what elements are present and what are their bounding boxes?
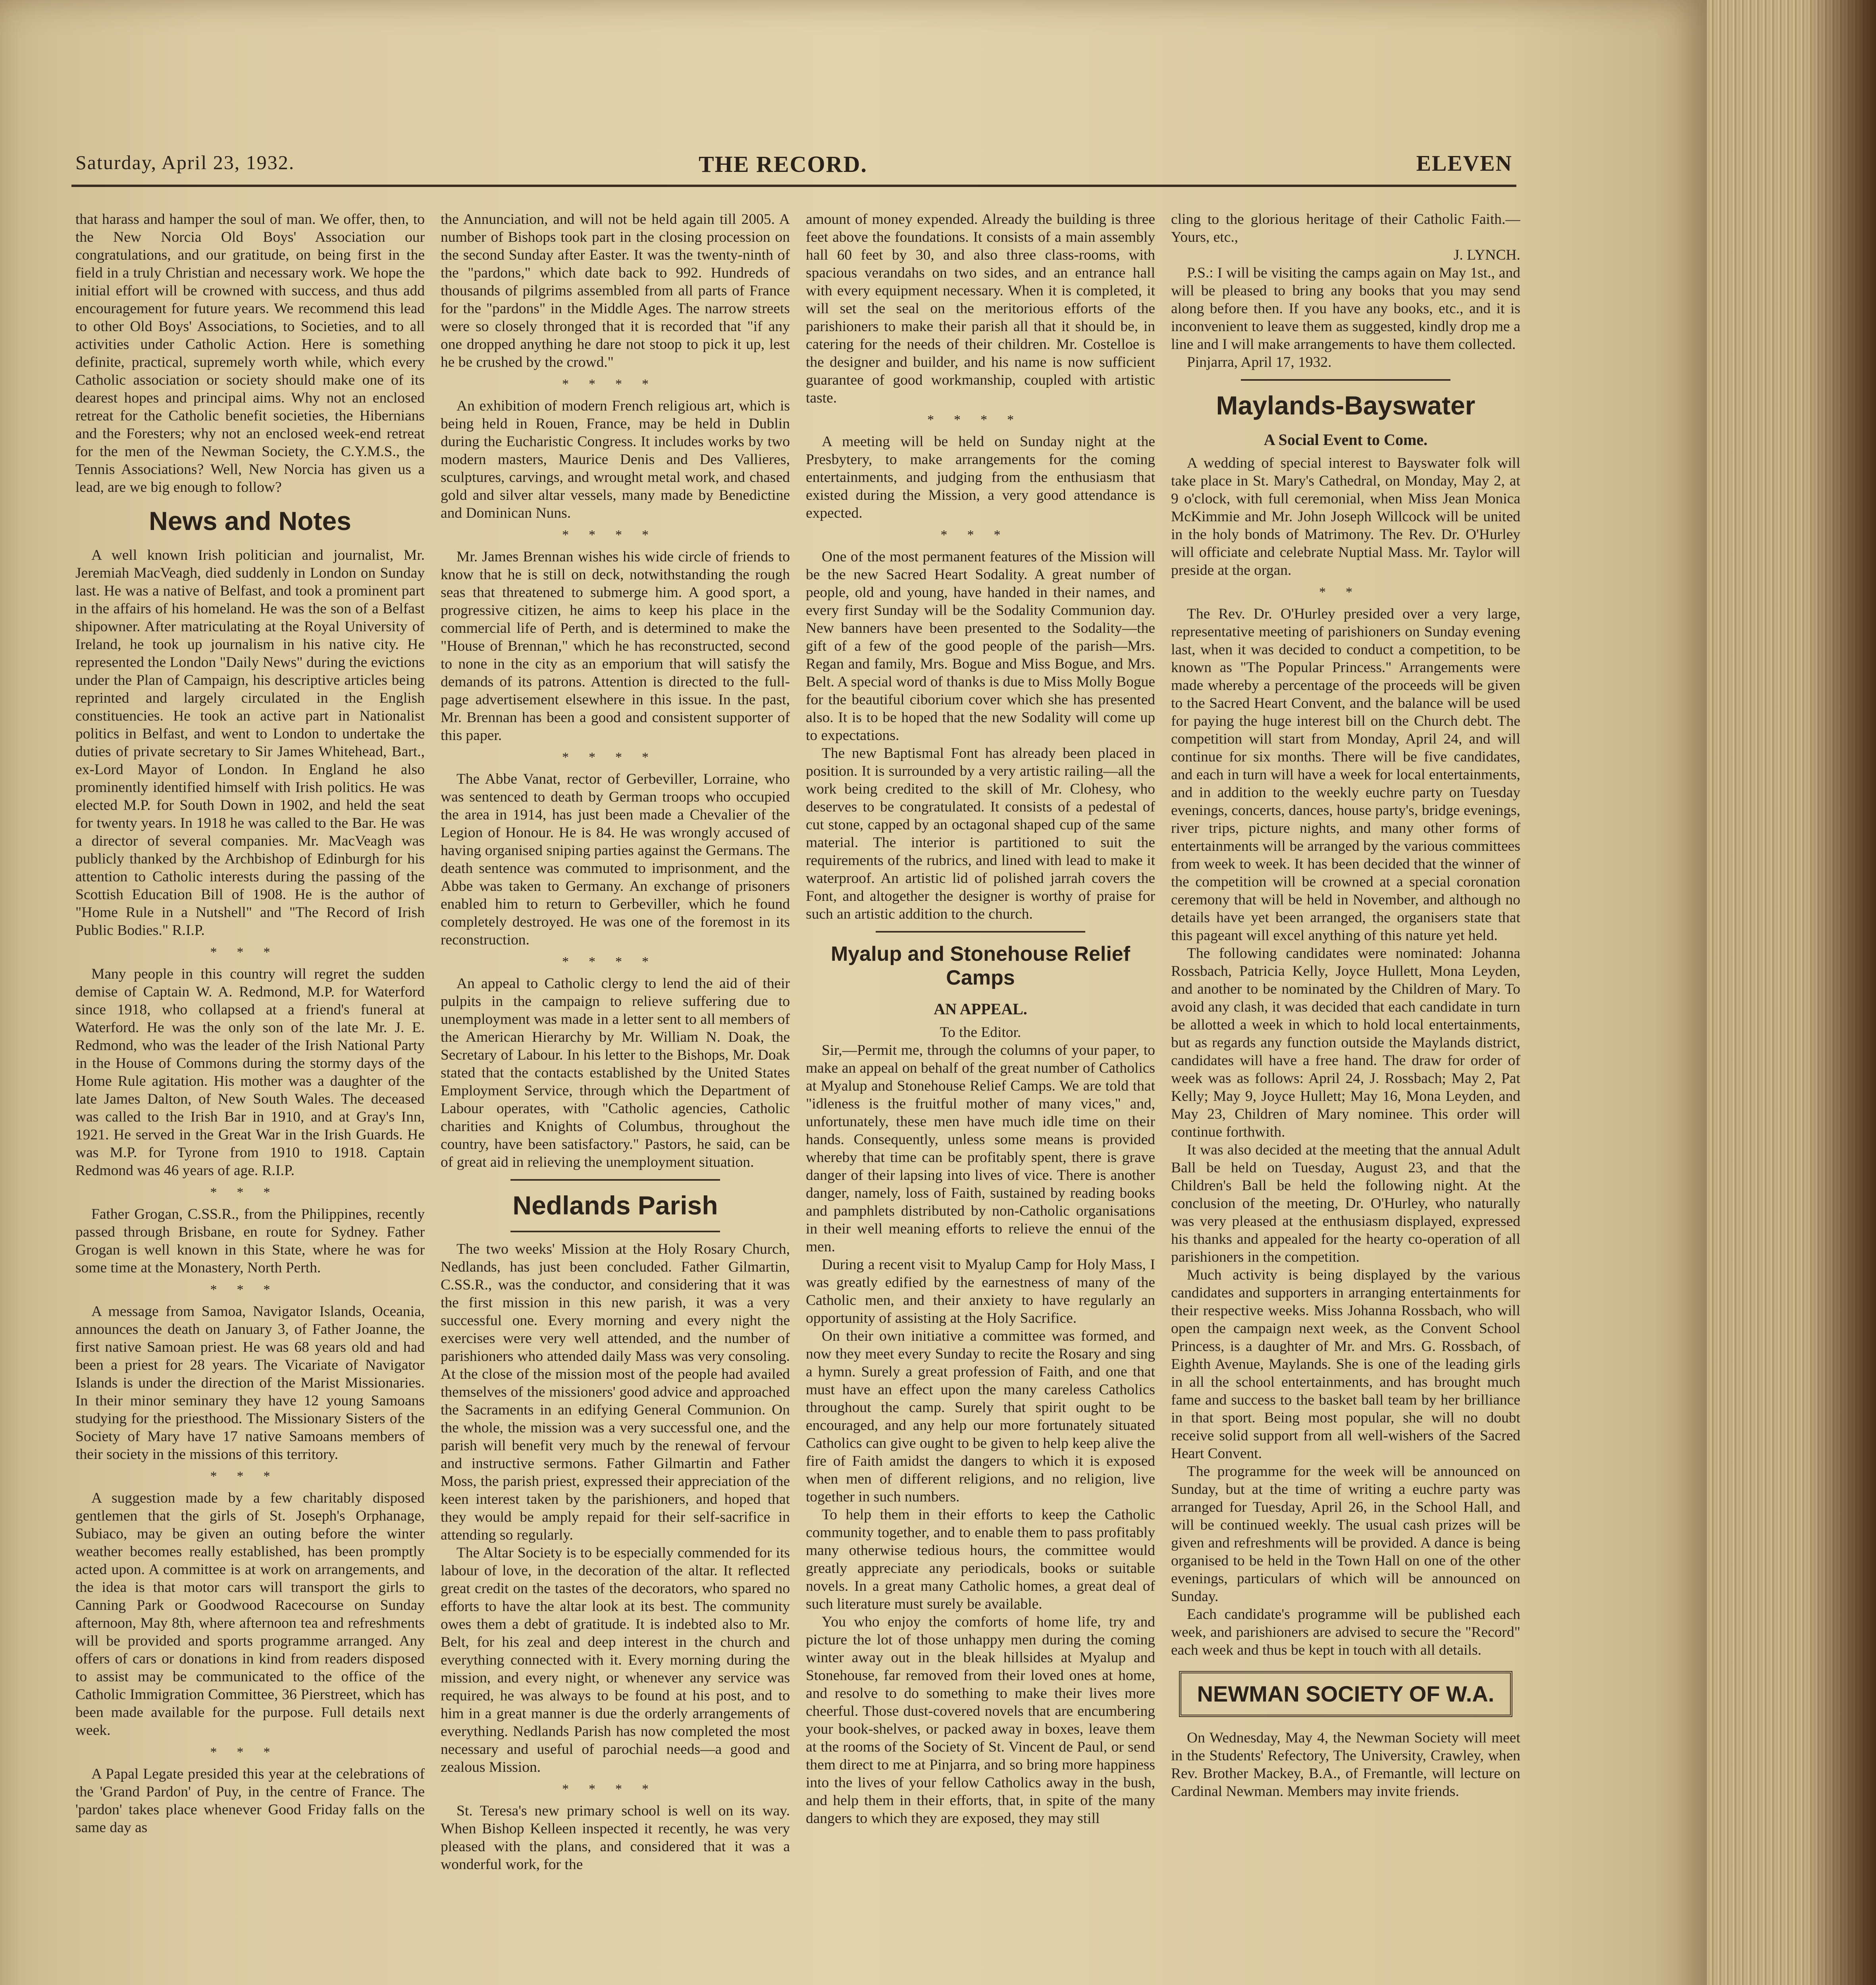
boxed-headline-newman-society: NEWMAN SOCIETY OF W.A. [1179, 1671, 1512, 1717]
separator: *** [210, 1282, 290, 1297]
paragraph: Father Grogan, C.SS.R., from the Philippines, recently passed through Brisbane, en route for Sydney. Father Grogan is well known in this State, where he was for some time at the Monastery, North Perth. [75, 1206, 425, 1276]
paragraph: An appeal to Catholic clergy to lend the aid of their pulpits in the campaign to relieve suffering due to unemployment was made in a letter sent to all members of the American Hierarchy by Mr. William N. Doak, the Secretary of Labour. In his letter to the Bishops, Mr. Doak stated that the contacts established by the United States Employment Service, through which the Department of Labour operates, with "Catholic agencies, Catholic charities and Knights of Columbus, throughout the country, have been satisfactory." Pastors, he said, can be of great aid in relieving the unemployment situation. [441, 975, 790, 1170]
paragraph: the Annunciation, and will not be held again till 2005. A number of Bishops took part in the closing procession on the second Sunday after Easter. It was the twenty-ninth of the "pardons," which date back to 992. Hundreds of thousands of pilgrims assembled from all parts of France for the "pardons" in the Middle Ages. The narrow streets were so closely thronged that it is recorded that "if any one dropped anything he dare not stoop to pick it up, lest he be crushed by the crowd." [441, 211, 790, 370]
column-2 [441, 210, 790, 1985]
paragraph: cling to the glorious heritage of their Catholic Faith.—Yours, etc., [1171, 211, 1520, 245]
header-rule [71, 185, 1516, 187]
separator: **** [562, 528, 668, 542]
paragraph: A message from Samoa, Navigator Islands, Oceania, announces the death on January 3, of Father Joanne, the first native Samoan priest. He was 68 years old and had been a priest for 28 years. The Vicariate of Navigator Islands is under the direction of the Marist Missionaries. In their minor seminary they have 12 young Samoans studying for the priesthood. The Missionary Sisters of the Society of Mary have 17 native Samoans members of their society in the missions of this territory. [75, 1303, 425, 1463]
paragraph: A wedding of special interest to Bayswater folk will take place in St. Mary's Cathedral, on Monday, May 2, at 9 o'clock, with full ceremonial, when Miss Jean Monica McKimmie and Mr. John Joseph Willcock will be united in the holy bonds of Matrimony. The Rev. Dr. O'Hurley will officiate and celebrate Nuptial Mass. Mr. Taylor will preside at the organ. [1171, 455, 1520, 578]
page-number: ELEVEN [1416, 151, 1512, 176]
paragraph: The Altar Society is to be especially commended for its labour of love, in the decoration of the altar. It reflected great credit on the tastes of the decorators, who spared no efforts to have the altar look at its best. The community owes them a debt of gratitude. It is indebted also to Mr. Belt, for his zeal and deep interest in the church and everything connected with it. Every morning during the mission, and every night, or whenever any service was required, he was always to be found at his post, and to him in a great manner is due the orderly arrangements of everything. Nedlands Parish has now completed the most necessary and useful of parochial needs—a good and zealous Mission. [441, 1544, 790, 1775]
paragraph: A suggestion made by a few charitably disposed gentlemen that the girls of St. Joseph's Orphanage, Subiaco, may be given an outing before the winter weather becomes really established, has been promptly acted upon. A committee is at work on arrangements, and the idea is that motor cars will transport the girls to Canning Park or Goodwood Racecourse on Sunday afternoon, May 8th, where afternoon tea and refreshments will be provided and sports programme arranged. Any offers of cars or donations in kind from readers disposed to assist may be communicated to the office of the Catholic Immigration Committee, 36 Pierstreet, which has been made available for the purpose. Full details next week. [75, 1490, 425, 1738]
headline-nedlands-parish: Nedlands Parish [512, 1191, 718, 1220]
headline-news-and-notes: News and Notes [149, 506, 351, 536]
paragraph: To help them in their efforts to keep the Catholic community together, and to enable them to pass profitably many otherwise tedious hours, the committee would greatly appreciate any periodicals, books or suitable novels. In a great many Catholic homes, a great deal of such literature must surely be available. [806, 1506, 1155, 1612]
headline-rule [1241, 379, 1450, 381]
book-page-edges [1707, 0, 1876, 1985]
headline-maylands-bayswater: Maylands-Bayswater [1216, 391, 1475, 420]
page-header [75, 151, 1512, 183]
issue-date: Saturday, April 23, 1932. [75, 151, 295, 173]
masthead-title: THE RECORD. [699, 151, 867, 177]
paragraph: A well known Irish politician and journalist, Mr. Jeremiah MacVeagh, died suddenly in London on Sunday last. He was a native of Belfast, and took a prominent part in the affairs of his homeland. He was the son of a Belfast shipowner. After matriculating at the Royal University of Ireland, he took up journalism in his native city. He represented the London "Daily News" during the evictions under the Plan of Campaign, his descriptive articles being reprinted and largely circulated in the English constituencies. He took an active part in Nationalist politics in Belfast, and went to London to undertake the duties of private secretary to Sir James Whitehead, Bart., ex-Lord Mayor of London. In England he also prominently identified himself with Irish politics. He was elected M.P. for South Down in 1902, and held the seat for twenty years. In 1918 he was called to the Bar. He was a director of several companies. Mr. MacVeagh was publicly thanked by the Archbishop of Edinburgh for his attention to Catholic interests during the passing of the Scottish Education Bill of 1908. He is the author of "Home Rule in a Nutshell" and "The Record of Irish Public Bodies." R.I.P. [75, 547, 425, 939]
paragraph: that harass and hamper the soul of man. We offer, then, to the New Norcia Old Boys' Association our congratulations, and our gratitude, on being first in the field in a truly Christian and necessary work. We hope the initial effort will be crowned with success, and thus add encouragement for future years. We recommend this lead to other Old Boys' Associations, to Societies, and to all activities under Catholic Action. Here is something definite, practical, supremely worth while, which every Catholic association or society should make one of its dearest hopes and principal aims. Why not an enclosed retreat for the Catholic benefit societies, the Hibernians and the Foresters; why not an enclosed week-end retreat for the men of the Newman Society, the C.Y.M.S., the Tennis Associations? Well, New Norcia has given us a lead, are we big enough to follow? [75, 211, 425, 495]
column-4 [1171, 210, 1520, 1985]
headline-rule [876, 931, 1085, 933]
headline-rule [510, 1231, 720, 1232]
paragraph: The new Baptismal Font has already been placed in position. It is surrounded by a very artistic railing—all the work being credited to the skill of Mr. Clohesy, who deserves to be congratulated. It consists of a pedestal of cut stone, capped by an octagonal shaped cup of the same material. The interior is partitioned to suit the requirements of the rubrics, and lined with lead to make it waterproof. An artistic lid of polished jarrah covers the Font, and altogether the designer is worthy of praise for such an artistic addition to the church. [806, 745, 1155, 922]
separator: **** [927, 412, 1034, 427]
separator: ** [1319, 584, 1372, 599]
headline-rule [510, 1179, 720, 1181]
paragraph: An exhibition of modern French religious art, which is being held in Rouen, France, may be held in Dublin during the Eucharistic Congress. It includes works by two modern masters, Maurice Denis and Des Vallieres, sculptures, carvings, and wrought metal work, and chased gold and silver altar vessels, many made by Benedictine and Dominican Nuns. [441, 398, 790, 521]
separator: *** [210, 1744, 290, 1760]
paragraph: On their own initiative a committee was formed, and now they meet every Sunday to recite the Rosary and sing a hymn. Surely a great profession of Faith, and one that must have an effect upon the many careless Catholics throughout the camp. Surely that spirit ought to be encouraged, and any help our more fortunately situated Catholics can give ought to be given to help keep alive the fire of Faith amidst the dangers to which it is exposed when men of different religions, and no religion, live together in such numbers. [806, 1328, 1155, 1505]
paragraph: St. Teresa's new primary school is well on its way. When Bishop Kelleen inspected it recently, he was very pleased with the plans, and considered that it was a wonderful work, for the [441, 1802, 790, 1873]
headline-myalup-relief-camps: Myalup and Stonehouse Relief Camps [830, 942, 1131, 989]
separator: *** [940, 528, 1021, 542]
paragraph: A meeting will be held on Sunday night at the Presbytery, to make arrangements for the coming entertainments, and judging from the enthusiasm that existed during the Mission, a very good attendance is expected. [806, 434, 1155, 521]
separator: *** [210, 1469, 290, 1484]
paragraph: The programme for the week will be announced on Sunday, but at the time of writing a euchre party was arranged for Tuesday, April 26, in the School Hall, and will be continued weekly. The usual cash prizes will be given and refreshments will be provided. A dance is being organised to be held in the Town Hall on one of the other evenings, particulars of which will be announced on Sunday. [1171, 1463, 1520, 1605]
paragraph: Mr. James Brennan wishes his wide circle of friends to know that he is still on deck, notwithstanding the rough seas that threatened to submerge him. A good sport, a progressive citizen, he aims to keep his place in the commercial life of Perth, and is determined to make the "House of Brennan," which he has reconstructed, second to none in the city as an emporium that will satisfy the demands of its patrons. Attention is directed to the full-page advertisement elsewhere in this issue. In the past, Mr. Brennan has been a good and consistent supporter of this paper. [441, 549, 790, 744]
paragraph: You who enjoy the comforts of home life, try and picture the lot of those unhappy men during the coming winter away out in the bleak hillsides at Myalup and Stonehouse, far removed from their loved ones at home, and resolve to do something to make their lives more cheerful. Those dust-covered novels that are encumbering your book-shelves, or packed away in boxes, leave them at the rooms of the Society of St. Vincent de Paul, or send them direct to me at Pinjarra, and so bring more happiness into the lives of your fellow Catholics away in the bush, and help them in their efforts, that, in spite of the many dangers to which they are exposed, they may still [806, 1613, 1155, 1827]
paragraph: The two weeks' Mission at the Holy Rosary Church, Nedlands, has just been concluded. Father Gilmartin, C.SS.R., was the conductor, and considering that it was the first mission in this new parish, it was a very successful one. Every morning and every night the exercises were very well attended, and the number of parishioners who attended daily Mass was very consoling. At the close of the mission most of the people had availed themselves of the missioners' good advice and approached the Sacraments in an edifying General Communion. On the whole, the mission was a very successful one, and the parish will benefit very much by the renewal of fervour and instructive sermons. Father Gilmartin and Father Moss, the parish priest, expressed their appreciation of the keen interest taken by the parishioners, and hoped that they would be amply repaid for their self-sacrifice in attending so regularly. [441, 1241, 790, 1543]
column-3 [806, 210, 1155, 1985]
column-1 [75, 210, 425, 1985]
paragraph: A Papal Legate presided this year at the celebrations of the 'Grand Pardon' of Puy, in the centre of France. The 'pardon' takes place whenever Good Friday falls on the same day as [75, 1765, 425, 1836]
separator: *** [210, 1185, 290, 1200]
paragraph: amount of money expended. Already the building is three feet above the foundations. It consists of a main assembly hall 60 feet by 30, and also three class-rooms, with spacious verandahs on two sides, and an entrance hall with every equipment necessary. When it is completed, it will set the seal on the meritorious efforts of the parishioners to make their parish all that it should be, in catering for the needs of their children. Mr. Costelloe is the designer and builder, and his name is now sufficient guarantee of good workmanship, coupled with artistic taste. [806, 211, 1155, 406]
subheading-social-event: A Social Event to Come. [1264, 430, 1428, 449]
separator: **** [562, 1781, 668, 1796]
paragraph: Much activity is being displayed by the various candidates and supporters in arranging entertainments for their respective weeks. Miss Johanna Rossbach, who will open the campaign next week, as the Convent School Princess, is a daughter of Mr. and Mrs. G. Rossbach, of Eighth Avenue, Maylands. She is one of the leading girls in all the school entertainments, and has brought much fame and success to the basket ball team by her brilliance in that sport. Being most popular, she will no doubt receive solid support from all well-wishers of the Sacred Heart Convent. [1171, 1266, 1520, 1462]
paragraph: The following candidates were nominated: Johanna Rossbach, Patricia Kelly, Joyce Hullett, Mona Leyden, and another to be nominated by the Children of Mary. To avoid any clash, it was decided that each candidate in turn be allotted a week in which to hold local entertainments, but as regards any function outside the Maylands district, candidates will have a free hand. The draw for order of week was as follows: April 24, J. Rossbach; May 2, Pat Kelly; May 9, Joyce Hullett; May 16, Mona Leyden, and May 23, Children of Mary nominee. This order will continue forthwith. [1171, 945, 1520, 1140]
separator: **** [562, 377, 668, 391]
paragraph: It was also decided at the meeting that the annual Adult Ball be held on Tuesday, August 23, and that the Children's Ball be held the following night. At the conclusion of the meeting, Dr. O'Hurley, who naturally was very pleased at the enthusiasm displayed, expressed his thanks and appealed for the hearty co-operation of all parishioners in the competition. [1171, 1141, 1520, 1265]
subheading-appeal: AN APPEAL. [934, 1000, 1027, 1018]
signature: J. LYNCH. [1453, 247, 1520, 263]
paragraph: On Wednesday, May 4, the Newman Society will meet in the Students' Refectory, The University, Crawley, when Rev. Brother Mackey, B.A., of Fremantle, will lecture on Cardinal Newman. Members may invite friends. [1171, 1730, 1520, 1800]
separator: **** [562, 750, 668, 765]
dateline: Pinjarra, April 17, 1932. [1187, 354, 1332, 370]
separator: **** [562, 954, 668, 969]
paragraph: During a recent visit to Myalup Camp for Holy Mass, I was greatly edified by the earnestness of many of the Catholic men, and their anxiety to have regularly an opportunity of assisting at the Holy Sacrifice. [806, 1256, 1155, 1326]
paragraph: The Abbe Vanat, rector of Gerbeviller, Lorraine, who was sentenced to death by German troops who occupied the area in 1914, has just been made a Chevalier of the Legion of Honour. He is 84. He was wrongly accused of having organised sniping parties against the Germans. The death sentence was commuted to imprisonment, and the Abbe was taken to Germany. An exchange of prisoners enabled him to return to Gerbeviller, which he found completely destroyed. He was one of the foremost in its reconstruction. [441, 771, 790, 948]
paragraph: P.S.: I will be visiting the camps again on May 1st., and will be pleased to bring any books that you may send along before then. If you have any books, etc., and it is inconvenient to leave them as suggested, kindly drop me a line and I will make arrangements to have them collected. [1171, 265, 1520, 353]
paragraph: Many people in this country will regret the sudden demise of Captain W. A. Redmond, M.P. for Waterford since 1918, who collapsed at a friend's funeral at Waterford. He was the only son of the late Mr. J. E. Redmond, who was the leader of the Irish National Party in the House of Commons during the stormy days of the Home Rule agitation. His mother was a daughter of the late James Dalton, of New South Wales. The deceased was called to the Irish Bar in 1910, and at Gray's Inn, 1921. He served in the Great War in the Irish Guards. He was M.P. for Tyrone from 1910 to 1918. Captain Redmond was 46 years of age. R.I.P. [75, 966, 425, 1179]
paragraph: Each candidate's programme will be published each week, and parishioners are advised to secure the "Record" each week and thus be kept in touch with all details. [1171, 1606, 1520, 1658]
paragraph: One of the most permanent features of the Mission will be the new Sacred Heart Sodality. A great number of people, old and young, have handed in their names, and every first Sunday will be the Sodality Communion day. New banners have been presented to the Sodality—the gift of a few of the good people of the parish—Mrs. Regan and family, Mrs. Bogue and Miss Bogue, and Mrs. Belt. A special word of thanks is due to Miss Molly Bogue for the beautiful ciborium cover which she has presented also. It is to be hoped that the new Sodality will come up to expectations. [806, 549, 1155, 744]
paragraph: The Rev. Dr. O'Hurley presided over a very large, representative meeting of parishioners on Sunday evening last, when it was decided to conduct a competition, to be known as "The Popular Princess." Arrangements were made whereby a percentage of the proceeds will be given to the Sacred Heart Convent, and the balance will be used for paying the huge interest bill on the Church debt. The competition will start from Monday, April 24, and will continue for six months. There will be five candidates, and each in turn will have a week for local entertainments, and in addition to the weekly euchre party on Tuesday evenings, concerts, dances, house party's, bridge evenings, river trips, picture nights, and many other forms of entertainments will be arranged by the various committees from week to week. It has been decided that the winner of the competition will be crowned at a special coronation ceremony that will be held in November, and although no details have yet been arranged, the organisers state that this pageant will excel anything of this nature yet held. [1171, 605, 1520, 944]
paragraph: Sir,—Permit me, through the columns of your paper, to make an appeal on behalf of the great number of Catholics at Myalup and Stonehouse Relief Camps. We are told that "idleness is the fruitful mother of many vices," and, unfortunately, these men have much idle time on their hands. Consequently, unless some means is provided whereby that time can be profitably spent, there is grave danger of their lapsing into lives of vice. There is another danger, namely, loss of Faith, sustained by reading books and pamphlets distributed by non-Catholic organisations in their well meaning efforts to relieve the ennui of the men. [806, 1042, 1155, 1255]
separator: *** [210, 944, 290, 960]
salutation: To the Editor. [940, 1024, 1021, 1041]
